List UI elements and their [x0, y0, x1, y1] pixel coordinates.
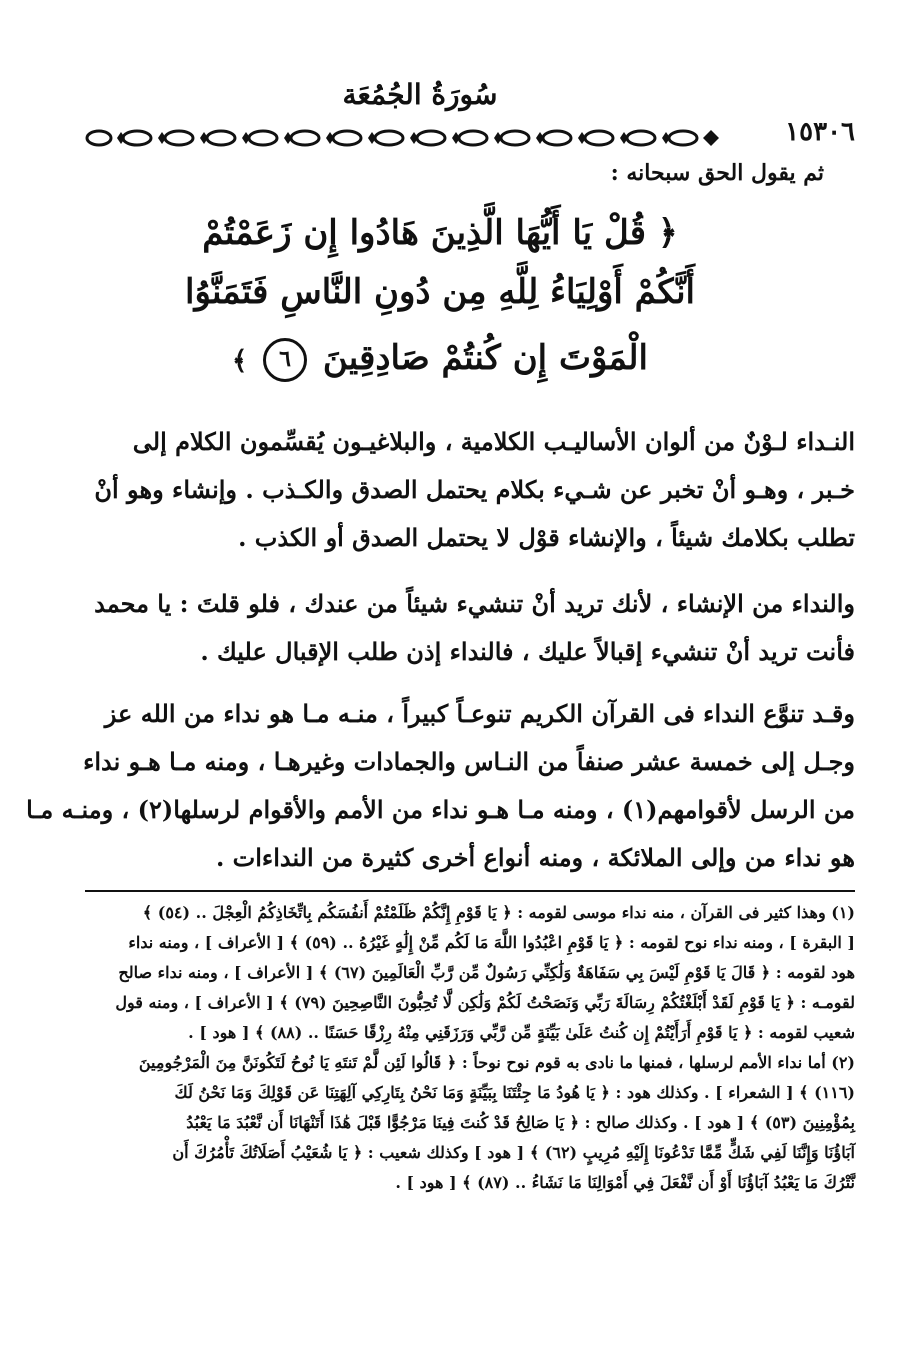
footnote-line: آبَاؤُنَا وَإِنَّنَا لَفِي شَكٍّ مِّمَّا تَدْعُونَا إِلَيْهِ مُرِيبٍ (٦٢) ﴾ [ هود ] وكذلك شعيب : ﴿ يَا شُعَيْبُ أَصَلَاتُكَ تَأْمُرُكَ أَن [172, 1143, 855, 1162]
footnote-line: نَّتْرُكَ مَا يَعْبُدُ آبَاؤُنَا أَوْ أَن نَّفْعَلَ فِي أَمْوَالِنَا مَا نَشَاءُ .. (٨٧) ﴾ [ هود ] . [395, 1173, 855, 1192]
footnote-line: شعيب لقومه : ﴿ يَا قَوْمِ أَرَأَيْتُمْ إِن كُنتُ عَلَىٰ بَيِّنَةٍ مِّن رَّبِّي وَرَزَقَنِي مِنْهُ رِزْقًا حَسَنًا .. (٨٨) ﴾ [ هود ] . [188, 1023, 855, 1042]
ornament-chain-icon [85, 127, 725, 149]
paragraph-line: من الرسل لأقوامهم(١) ، ومنه مـا هـو نداء من الأمم والأقوام لرسلها(٢) ، ومنـه مـا [26, 795, 855, 824]
paragraph-line: خـبر ، وهـو أنْ تخبر عن شـيء بكلام يحتمل الصدق والكـذب . وإنشاء وهو أنْ [94, 475, 855, 504]
footnote-line: هود لقومه : ﴿ قَالَ يَا قَوْمِ لَيْسَ بِي سَفَاهَةٌ وَلَٰكِنِّي رَسُولٌ مِّن رَّبِّ الْعَالَمِينَ (٦٧) ﴾ [ الأعراف ] ، ومنه نداء صالح [118, 963, 855, 982]
paragraph-line: والنداء من الإنشاء ، لأنك تريد أنْ تنشيء شيئاً من عندك ، فلو قلتَ : يا محمد [94, 589, 855, 618]
paragraph-line: تطلب بكلامك شيئاً ، والإنشاء قوْل لا يحتمل الصدق أو الكذب . [238, 523, 855, 552]
footnote-line: بِمُؤْمِنِينَ (٥٣) ﴾ [ هود ] . وكذلك صالح : ﴿ يَا صَالِحُ قَدْ كُنتَ فِينَا مَرْجُوًّا قَبْلَ هَٰذَا أَتَنْهَانَا أَن نَّعْبُدَ مَا يَعْبُدُ [186, 1113, 855, 1132]
verse-line-3 [150, 338, 730, 398]
paragraph-line: فأنت تريد أنْ تنشيء إقبالاً عليك ، فالنداء إذن طلب الإقبال عليك . [200, 637, 855, 666]
paragraph-line: هو نداء من وإلى الملائكة ، ومنه أنواع أخرى كثيرة من النداءات . [215, 843, 855, 872]
paragraph-1 [85, 418, 855, 562]
header-ornament-band [85, 117, 855, 151]
footnote-divider [85, 890, 855, 892]
paragraph-line: وجـل إلى خمسة عشر صنفاً من النـاس والجمادات وغيرهـا ، ومنه مـا هـو نداء [83, 747, 855, 776]
intro-line: ثم يقول الحق سبحانه : [610, 160, 824, 186]
surah-title: سُورَةُ الجُمُعَة [342, 78, 498, 111]
footnote-line: [ البقرة ] ، ومنه نداء نوح لقومه : ﴿ يَا قَوْمِ اعْبُدُوا اللَّهَ مَا لَكُم مِّنْ إِلَٰهٍ غَيْرُهُ .. (٥٩) ﴾ [ الأعراف ] ، ومنه نداء [128, 933, 855, 952]
footnote-line: (١١٦) ﴾ [ الشعراء ] . وكذلك هود : ﴿ يَا هُودُ مَا جِئْتَنَا بِبَيِّنَةٍ وَمَا نَحْنُ بِتَارِكِي آلِهَتِنَا عَن قَوْلِكَ وَمَا نَحْنُ لَكَ [174, 1083, 855, 1102]
page-number: ١٥٣٠٦ [785, 117, 855, 147]
paragraph-2 [85, 580, 855, 676]
paragraph-line: وقـد تنوَّع النداء فى القرآن الكريم تنوعـاً كبيراً ، منـه مـا هو نداء من الله عز [104, 699, 855, 728]
footnote-line: (٢) أما نداء الأمم لرسلها ، فمنها ما نادى به قوم نوح نوحاً : ﴿ قَالُوا لَئِن لَّمْ تَنتَهِ يَا نُوحُ لَتَكُونَنَّ مِنَ الْمَرْجُومِينَ [138, 1053, 855, 1072]
ayah-number-badge: ٦ [263, 338, 307, 382]
verse-line-1: ﴿ قُلْ يَا أَيُّهَا الَّذِينَ هَادُوا إِن زَعَمْتُمْ [202, 213, 678, 253]
footnote-line: (١) وهذا كثير فى القرآن ، منه نداء موسى لقومه : ﴿ يَا قَوْمِ إِنَّكُمْ ظَلَمْتُمْ أَنفُسَكُم بِاتِّخَاذِكُمُ الْعِجْلَ .. (٥٤) ﴾ [142, 903, 855, 922]
footnotes [85, 898, 855, 1198]
paragraph-3 [26, 690, 855, 882]
verse-close-mark: ﴾ [232, 346, 248, 376]
verse-line-2: أَنَّكُمْ أَوْلِيَاءُ لِلَّهِ مِن دُونِ النَّاسِ فَتَمَنَّوُا [185, 272, 695, 312]
paragraph-line: النـداء لـوْنٌ من ألوان الأساليـب الكلامية ، والبلاغيـون يُقسِّمون الكلام إلى [132, 427, 855, 456]
footnote-line: لقومـه : ﴿ يَا قَوْمِ لَقَدْ أَبْلَغْتُكُمْ رِسَالَةَ رَبِّي وَنَصَحْتُ لَكُمْ وَلَٰكِن لَّا تُحِبُّونَ النَّاصِحِينَ (٧٩) ﴾ [ الأعراف ] ، ومنه قول [115, 993, 855, 1012]
verse-line-3-text: الْمَوْتَ إِن كُنتُمْ صَادِقِينَ [322, 338, 648, 378]
